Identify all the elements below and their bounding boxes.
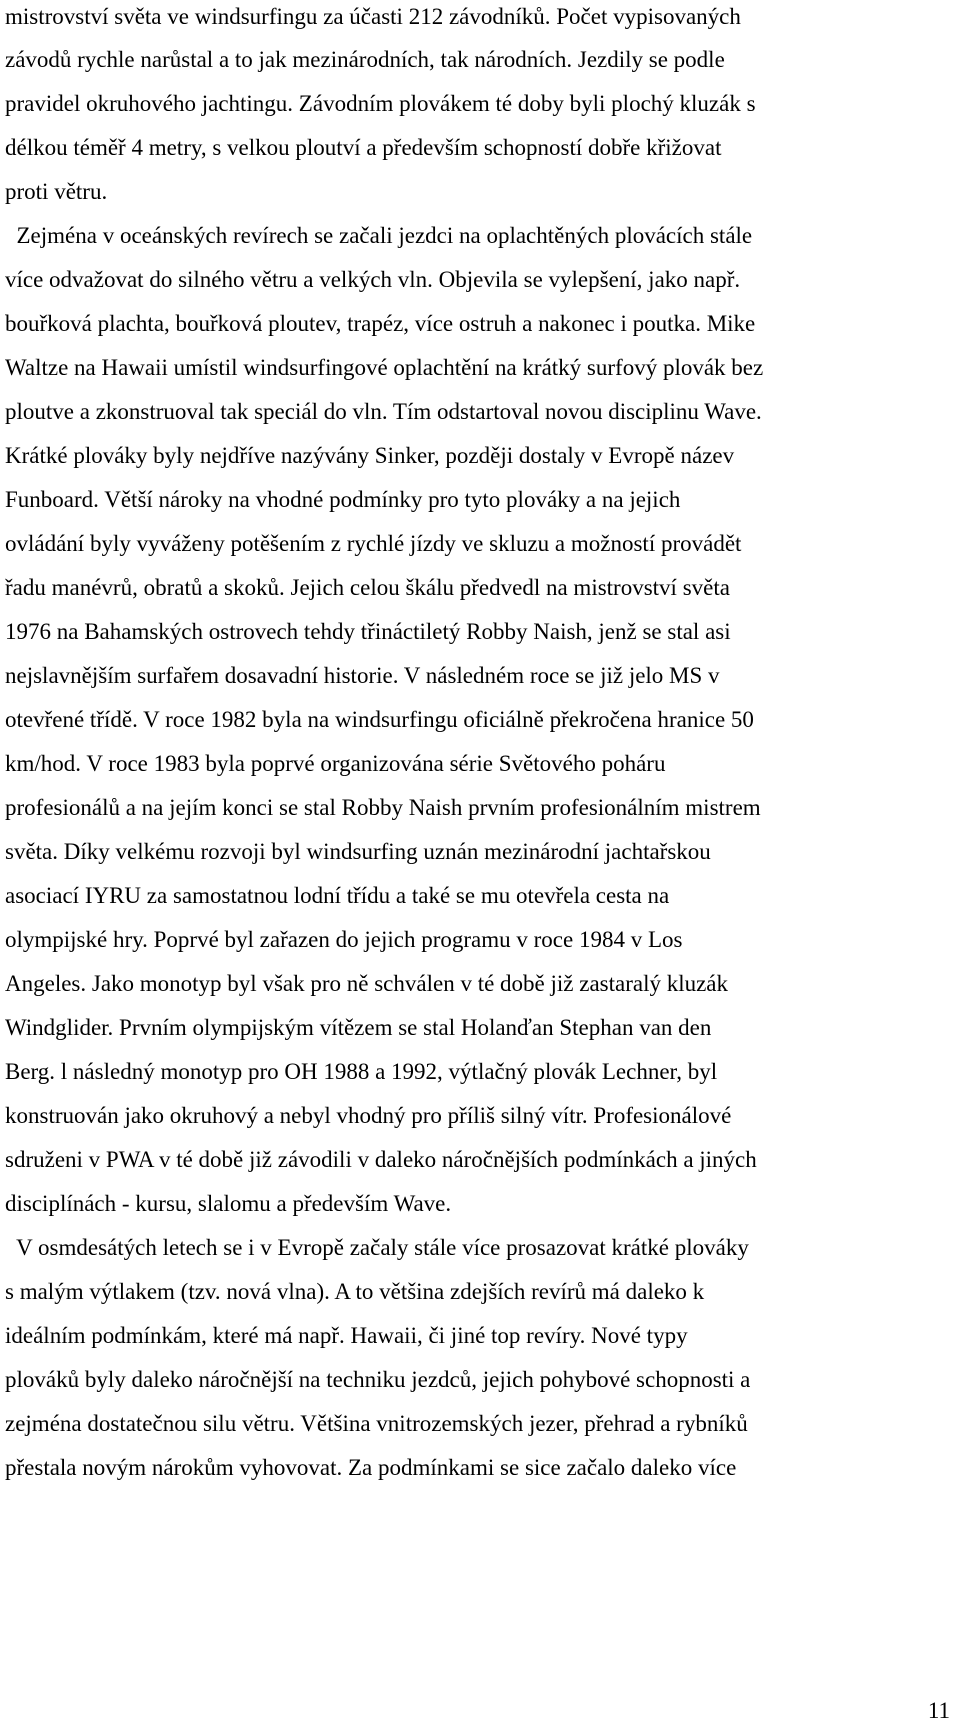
text-line: délkou téměř 4 metry, s velkou ploutví a především schopností dobře křižovat (5, 135, 722, 160)
page-number: 11 (927, 1698, 950, 1723)
text-line: pravidel okruhového jachtingu. Závodním plovákem té doby byli plochý kluzák s (5, 91, 756, 116)
text-line: otevřené třídě. V roce 1982 byla na windsurfingu oficiálně překročena hranice 50 (5, 707, 754, 732)
text-line: ploutve a zkonstruoval tak speciál do vln. Tím odstartoval novou disciplinu Wave. (5, 399, 762, 424)
text-line: Zejména v oceánských revírech se začali jezdci na oplachtěných plovácích stále (5, 223, 753, 248)
text-line: 1976 na Bahamských ostrovech tehdy třináctiletý Robby Naish, jenž se stal asi (5, 619, 731, 644)
text-line: Angeles. Jako monotyp byl však pro ně schválen v té době již zastaralý kluzák (5, 971, 729, 996)
text-line: ovládání byly vyváženy potěšením z rychlé jízdy ve skluzu a možností provádět (5, 531, 742, 556)
text-line: přestala novým nárokům vyhovovat. Za podmínkami se sice začalo daleko více (5, 1455, 737, 1480)
text-line: s malým výtlakem (tzv. nová vlna). A to většina zdejších revírů má daleko k (5, 1279, 705, 1304)
text-line: V osmdesátých letech se i v Evropě začaly stále více prosazovat krátké plováky (5, 1235, 749, 1260)
text-line: řadu manévrů, obratů a skoků. Jejich celou škálu předvedl na mistrovství světa (5, 575, 730, 600)
text-line: bouřková plachta, bouřková ploutev, trapéz, více ostruh a nakonec i poutka. Mike (5, 311, 756, 336)
text-line: nejslavnějším surfařem dosavadní historie. V následném roce se již jelo MS v (5, 663, 720, 688)
text-line: profesionálů a na jejím konci se stal Robby Naish prvním profesionálním mistrem (5, 795, 761, 820)
text-line: km/hod. V roce 1983 byla poprvé organizována série Světového poháru (5, 751, 666, 776)
text-line: proti větru. (5, 179, 108, 204)
text-line: Krátké plováky byly nejdříve nazývány Sinker, později dostaly v Evropě název (5, 443, 735, 468)
text-line: ideálním podmínkám, které má např. Hawaii, či jiné top revíry. Nové typy (5, 1323, 688, 1348)
text-line: Funboard. Větší nároky na vhodné podmínky pro tyto plováky a na jejich (5, 487, 681, 512)
document-page (5, 0, 955, 1730)
text-line: sdruženi v PWA v té době již závodili v daleko náročnějších podmínkách a jiných (5, 1147, 757, 1172)
text-line: Windglider. Prvním olympijským vítězem se stal Holanďan Stephan van den (5, 1015, 712, 1040)
text-line: více odvažovat do silného větru a velkých vln. Objevila se vylepšení, jako např. (5, 267, 741, 292)
text-line: Berg. l následný monotyp pro OH 1988 a 1992, výtlačný plovák Lechner, byl (5, 1059, 718, 1084)
text-line: konstruován jako okruhový a nebyl vhodný pro příliš silný vítr. Profesionálové (5, 1103, 732, 1128)
text-line: olympijské hry. Poprvé byl zařazen do jejich programu v roce 1984 v Los (5, 927, 683, 952)
text-line: mistrovství světa ve windsurfingu za účasti 212 závodníků. Počet vypisovaných (5, 4, 741, 29)
text-line: asociací IYRU za samostatnou lodní třídu a také se mu otevřela cesta na (5, 883, 670, 908)
text-line: plováků byly daleko náročnější na techniku jezdců, jejich pohybové schopnosti a (5, 1367, 751, 1392)
text-line: závodů rychle narůstal a to jak mezinárodních, tak národních. Jezdily se podle (5, 47, 725, 72)
text-line: disciplínách - kursu, slalomu a především Wave. (5, 1191, 452, 1216)
text-line: zejména dostatečnou silu větru. Většina vnitrozemských jezer, přehrad a rybníků (5, 1411, 748, 1436)
text-line: světa. Díky velkému rozvoji byl windsurfing uznán mezinárodní jachtařskou (5, 839, 711, 864)
text-line: Waltze na Hawaii umístil windsurfingové oplachtění na krátký surfový plovák bez (5, 355, 764, 380)
